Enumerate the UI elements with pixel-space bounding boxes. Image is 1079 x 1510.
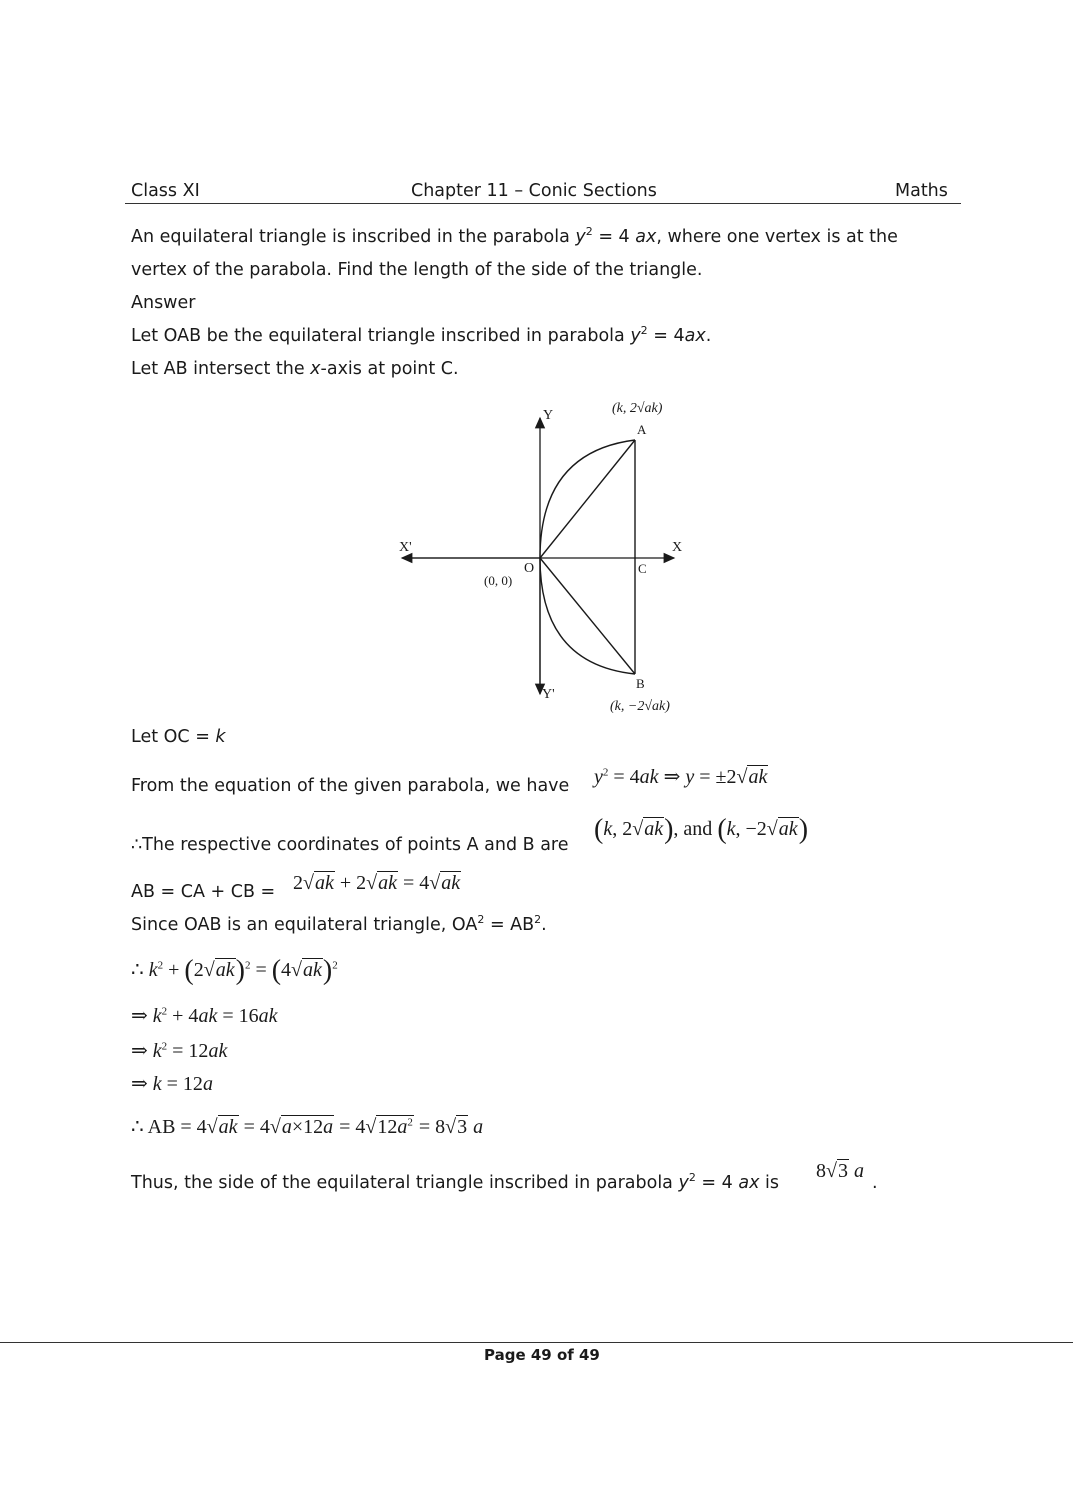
label-x: X: [672, 540, 683, 555]
header-subject: Maths: [895, 181, 948, 201]
derivation-step-2: ⇒ $k^2 + 4ak = 16ak$: [131, 1005, 278, 1027]
coords-a-b-math: (k, 2√ak), and (k, −2√ak): [594, 814, 809, 845]
footer-rule: [0, 1342, 1073, 1343]
label-origin: (0, 0): [484, 573, 513, 588]
derivation-step-3: ⇒ $k^2 = 12ak$: [131, 1040, 228, 1062]
header-rule: [125, 203, 961, 204]
question-line-1: An equilateral triangle is inscribed in the parabola $y^2 = 4$ ax, where one vertex is at the: [131, 225, 898, 247]
from-equation-line: From the equation of the given parabola, we have: [131, 776, 570, 796]
parabola-diagram: [390, 392, 700, 722]
conclusion-line: Thus, the side of the equilateral triangle inscribed in parabola $y^2 = 4$ ax is: [131, 1171, 779, 1193]
question-line-2: vertex of the parabola. Find the length of the side of the triangle.: [131, 260, 703, 280]
ab-sum-line: AB = CA + CB =: [131, 882, 276, 902]
label-a: A: [637, 422, 647, 437]
label-y: Y: [543, 408, 554, 423]
conclusion-period: .: [872, 1173, 878, 1193]
derivation-step-4: ⇒ k = 12a: [131, 1073, 213, 1095]
let-ab-line: Let AB intersect the x-axis at point C.: [131, 359, 459, 379]
let-oc-line: Let OC = k: [131, 727, 226, 747]
page-number: Page 49 of 49: [484, 1346, 600, 1364]
equation-y-values: $y^2 = 4ak$ ⇒ y = ±2√ak: [594, 766, 768, 788]
side-ob: [540, 558, 635, 674]
label-c: C: [638, 561, 647, 576]
let-oab-line: Let OAB be the equilateral triangle inscribed in parabola $y^2 = 4ax$.: [131, 324, 712, 346]
parabola-curve: [540, 440, 635, 674]
header-class: Class XI: [131, 181, 200, 201]
conclusion-math: 8√3 a: [816, 1160, 864, 1182]
label-y-neg: Y': [542, 687, 555, 702]
ab-sum-math: 2√ak + 2√ak = 4√ak: [293, 872, 461, 894]
coord-a: (k, 2√ak): [612, 401, 663, 416]
derivation-step-5: ∴ AB = $4√ak = 4√a\times 12a = 4√12a^2 = 8√3$ a: [131, 1116, 484, 1138]
since-equilateral-line: Since OAB is an equilateral triangle, $OA^2 = AB^2$.: [131, 913, 547, 935]
label-x-neg: X': [399, 540, 412, 555]
answer-label: Answer: [131, 293, 196, 313]
side-oa: [540, 440, 635, 558]
coords-intro-line: ∴The respective coordinates of points A and B are: [131, 835, 569, 855]
label-b: B: [636, 676, 645, 691]
derivation-step-1: ∴ $k^2 + (2√ak)^2 = (4√ak)^2$: [131, 955, 338, 986]
label-o: O: [524, 561, 535, 576]
header-chapter: Chapter 11 – Conic Sections: [411, 181, 657, 201]
coord-b: (k, −2√ak): [610, 699, 670, 714]
